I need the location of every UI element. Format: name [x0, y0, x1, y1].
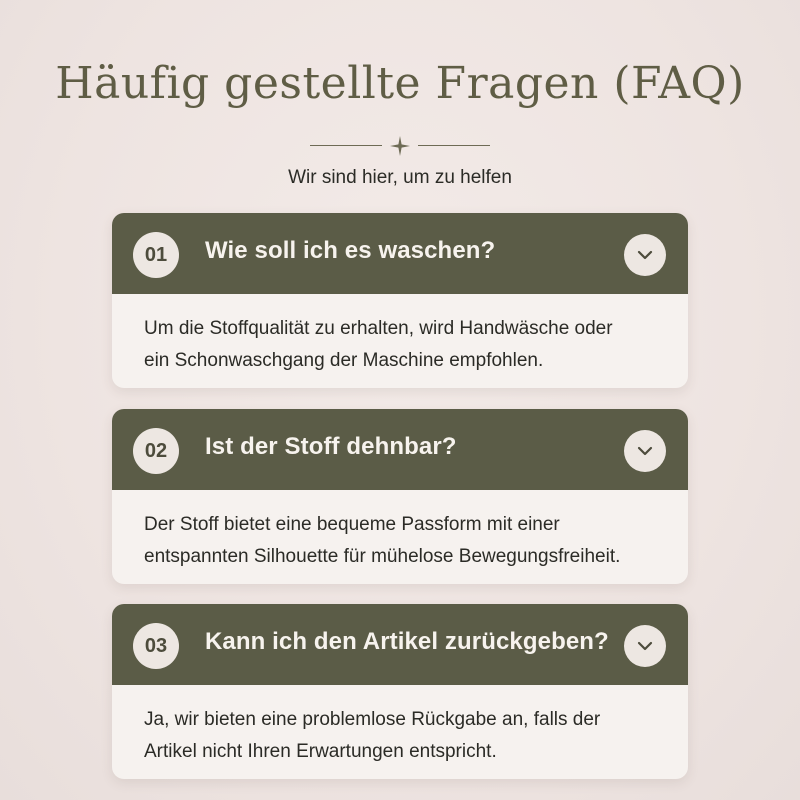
faq-answer [112, 685, 688, 768]
faq-item-2 [112, 409, 688, 584]
faq-question[interactable]: Kann ich den Artikel zurückgeben? [205, 628, 609, 655]
faq-answer-line: Um die Stoffqualität zu erhalten, wird Handwäsche oder [144, 318, 613, 339]
page-title: Häufig gestellte Fragen (FAQ) [55, 58, 745, 109]
divider-line-left [310, 145, 382, 146]
faq-item-3 [112, 604, 688, 779]
divider-line-right [418, 145, 490, 146]
page-subtitle: Wir sind hier, um zu helfen [288, 167, 512, 188]
title-divider [310, 136, 490, 156]
faq-header-3[interactable] [112, 604, 688, 685]
faq-answer-line: Der Stoff bietet eine bequeme Passform mit einer [144, 514, 560, 535]
faq-answer [112, 294, 688, 377]
faq-answer [112, 490, 688, 573]
faq-answer-line: entspannten Silhouette für mühelose Bewegungsfreiheit. [144, 546, 621, 567]
faq-item-1 [112, 213, 688, 388]
sparkle-icon [390, 136, 410, 156]
faq-answer-line: ein Schonwaschgang der Maschine empfohlen. [144, 350, 544, 371]
chevron-down-icon [636, 249, 654, 261]
faq-question[interactable]: Ist der Stoff dehnbar? [205, 433, 457, 460]
faq-header-2[interactable] [112, 409, 688, 490]
faq-toggle-button[interactable] [624, 234, 666, 276]
faq-answer-line: Artikel nicht Ihren Erwartungen entspricht. [144, 741, 497, 762]
faq-toggle-button[interactable] [624, 430, 666, 472]
chevron-down-icon [636, 640, 654, 652]
chevron-down-icon [636, 445, 654, 457]
faq-header-1[interactable] [112, 213, 688, 294]
faq-number-badge: 01 [133, 232, 179, 278]
faq-number-badge: 03 [133, 623, 179, 669]
faq-answer-line: Ja, wir bieten eine problemlose Rückgabe an, falls der [144, 709, 601, 730]
faq-toggle-button[interactable] [624, 625, 666, 667]
faq-question[interactable]: Wie soll ich es waschen? [205, 237, 496, 264]
faq-number-badge: 02 [133, 428, 179, 474]
